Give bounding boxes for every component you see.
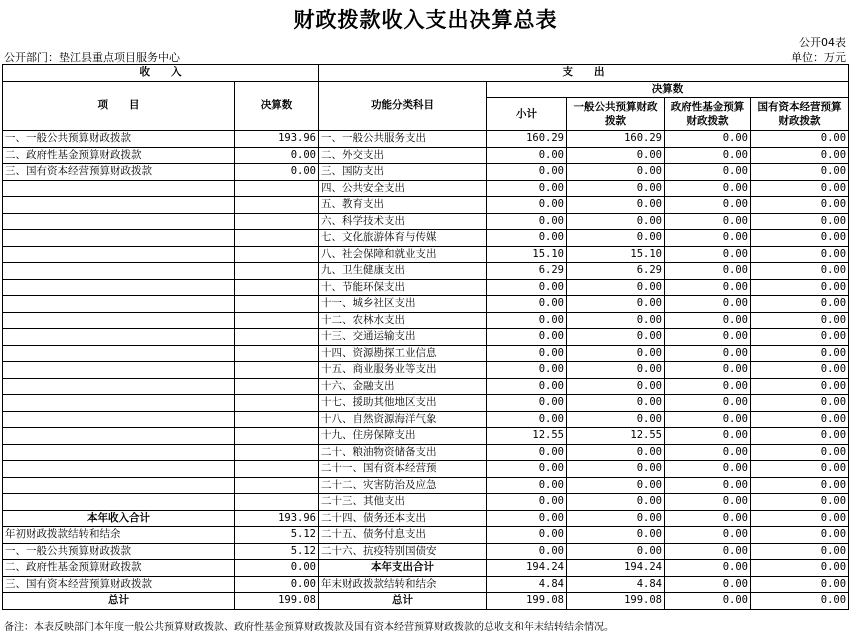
expense-fund: 0.00	[665, 180, 751, 197]
income-amount	[235, 279, 319, 296]
function-item: 十四、资源勘探工业信息	[319, 345, 487, 362]
table-row	[3, 593, 849, 610]
expense-subtotal: 6.29	[487, 263, 567, 280]
expense-subtotal: 199.08	[487, 593, 567, 610]
income-item	[3, 213, 235, 230]
final-header: 决算数	[487, 81, 849, 98]
expense-general: 0.00	[567, 197, 665, 214]
function-item: 二十三、其他支出	[319, 494, 487, 511]
expense-fund: 0.00	[665, 527, 751, 544]
expense-state: 0.00	[751, 263, 849, 280]
income-item: 一、一般公共预算财政拨款	[3, 131, 235, 148]
income-amount	[235, 362, 319, 379]
page-title: 财政拨款收入支出决算总表	[293, 8, 558, 32]
expense-general: 0.00	[567, 461, 665, 478]
table-row	[3, 560, 849, 577]
expense-general: 0.00	[567, 362, 665, 379]
income-amount	[235, 197, 319, 214]
expense-general: 0.00	[567, 180, 665, 197]
expense-state: 0.00	[751, 362, 849, 379]
income-item	[3, 197, 235, 214]
table-row	[3, 494, 849, 511]
function-item: 五、教育支出	[319, 197, 487, 214]
expense-general: 0.00	[567, 279, 665, 296]
expense-general: 0.00	[567, 510, 665, 527]
function-item: 八、社会保障和就业支出	[319, 246, 487, 263]
income-amount	[235, 378, 319, 395]
expense-subtotal: 160.29	[487, 131, 567, 148]
expense-fund: 0.00	[665, 593, 751, 610]
expense-state: 0.00	[751, 180, 849, 197]
income-amount	[235, 411, 319, 428]
expense-state: 0.00	[751, 560, 849, 577]
state-capital-header: 国有资本经营预算财政拨款	[751, 98, 849, 131]
table-row	[3, 312, 849, 329]
table-row	[3, 329, 849, 346]
function-item: 本年支出合计	[319, 560, 487, 577]
expense-general: 0.00	[567, 543, 665, 560]
expense-general: 12.55	[567, 428, 665, 445]
expense-general: 0.00	[567, 378, 665, 395]
expense-state: 0.00	[751, 246, 849, 263]
income-amount	[235, 494, 319, 511]
expense-state: 0.00	[751, 543, 849, 560]
expense-subtotal: 0.00	[487, 329, 567, 346]
income-amount: 5.12	[235, 527, 319, 544]
expense-subtotal: 0.00	[487, 312, 567, 329]
income-item	[3, 411, 235, 428]
general-budget-header: 一般公共预算财政拨款	[567, 98, 665, 131]
table-row	[3, 131, 849, 148]
function-item: 十二、农林水支出	[319, 312, 487, 329]
expense-state: 0.00	[751, 527, 849, 544]
table-row	[3, 378, 849, 395]
expense-fund: 0.00	[665, 576, 751, 593]
income-item	[3, 477, 235, 494]
footnote: 备注：本表反映部门本年度一般公共预算财政拨款、政府性基金预算财政拨款及国有资本经营预算财政拨款的总收支和年末结转结余情况。	[4, 622, 614, 633]
expense-state: 0.00	[751, 147, 849, 164]
expense-fund: 0.00	[665, 411, 751, 428]
expense-state: 0.00	[751, 329, 849, 346]
expense-state: 0.00	[751, 230, 849, 247]
income-amount	[235, 345, 319, 362]
income-amount	[235, 395, 319, 412]
table-row	[3, 444, 849, 461]
expense-fund: 0.00	[665, 329, 751, 346]
expense-general: 0.00	[567, 477, 665, 494]
function-item: 十六、金融支出	[319, 378, 487, 395]
expense-state: 0.00	[751, 411, 849, 428]
expense-fund: 0.00	[665, 230, 751, 247]
income-item: 年初财政拨款结转和结余	[3, 527, 235, 544]
income-amount	[235, 329, 319, 346]
expense-fund: 0.00	[665, 147, 751, 164]
income-amount	[235, 428, 319, 445]
expense-state: 0.00	[751, 576, 849, 593]
func-header: 功能分类科目	[319, 81, 487, 131]
income-item: 三、国有资本经营预算财政拨款	[3, 576, 235, 593]
expense-subtotal: 0.00	[487, 296, 567, 313]
expense-fund: 0.00	[665, 131, 751, 148]
table-row	[3, 164, 849, 181]
function-item: 六、科学技术支出	[319, 213, 487, 230]
income-item	[3, 378, 235, 395]
table-row	[3, 213, 849, 230]
expense-state: 0.00	[751, 312, 849, 329]
income-amount: 0.00	[235, 164, 319, 181]
income-item	[3, 461, 235, 478]
table-row	[3, 510, 849, 527]
expense-general: 0.00	[567, 444, 665, 461]
expense-fund: 0.00	[665, 494, 751, 511]
income-amount	[235, 312, 319, 329]
income-amount	[235, 230, 319, 247]
income-amount: 0.00	[235, 560, 319, 577]
table-row	[3, 395, 849, 412]
income-item: 二、政府性基金预算财政拨款	[3, 147, 235, 164]
expense-general: 15.10	[567, 246, 665, 263]
expense-general: 199.08	[567, 593, 665, 610]
expense-state: 0.00	[751, 444, 849, 461]
income-item	[3, 230, 235, 247]
expense-subtotal: 0.00	[487, 527, 567, 544]
expense-general: 0.00	[567, 395, 665, 412]
expense-state: 0.00	[751, 593, 849, 610]
table-row	[3, 230, 849, 247]
function-item: 二、外交支出	[319, 147, 487, 164]
form-number: 公开04表	[799, 36, 846, 49]
expense-state: 0.00	[751, 279, 849, 296]
income-item: 总计	[3, 593, 235, 610]
expense-state: 0.00	[751, 461, 849, 478]
function-item: 十七、援助其他地区支出	[319, 395, 487, 412]
expense-general: 160.29	[567, 131, 665, 148]
income-amount: 0.00	[235, 576, 319, 593]
expense-subtotal: 12.55	[487, 428, 567, 445]
expense-general: 0.00	[567, 213, 665, 230]
income-amount	[235, 246, 319, 263]
table-row	[3, 428, 849, 445]
table-row	[3, 576, 849, 593]
function-item: 二十、粮油物资储备支出	[319, 444, 487, 461]
income-item	[3, 180, 235, 197]
unit-label: 单位：万元	[791, 51, 846, 64]
expense-state: 0.00	[751, 378, 849, 395]
expense-general: 194.24	[567, 560, 665, 577]
income-item	[3, 296, 235, 313]
function-item: 二十二、灾害防治及应急	[319, 477, 487, 494]
expense-fund: 0.00	[665, 362, 751, 379]
expense-subtotal: 0.00	[487, 180, 567, 197]
table-row	[3, 345, 849, 362]
expense-general: 0.00	[567, 147, 665, 164]
income-amount: 193.96	[235, 131, 319, 148]
expense-fund: 0.00	[665, 444, 751, 461]
expense-subtotal: 0.00	[487, 164, 567, 181]
expense-subtotal: 0.00	[487, 395, 567, 412]
department-label: 公开部门：垫江县重点项目服务中心	[4, 51, 180, 64]
expense-state: 0.00	[751, 213, 849, 230]
expense-fund: 0.00	[665, 197, 751, 214]
income-item	[3, 444, 235, 461]
expense-fund: 0.00	[665, 345, 751, 362]
expense-general: 4.84	[567, 576, 665, 593]
expense-state: 0.00	[751, 477, 849, 494]
expense-subtotal: 0.00	[487, 510, 567, 527]
expense-state: 0.00	[751, 197, 849, 214]
item-header: 项 目	[3, 81, 235, 131]
expense-state: 0.00	[751, 510, 849, 527]
expense-subtotal: 0.00	[487, 147, 567, 164]
function-item: 年末财政拨款结转和结余	[319, 576, 487, 593]
expense-subtotal: 194.24	[487, 560, 567, 577]
income-amount: 193.96	[235, 510, 319, 527]
expense-subtotal: 0.00	[487, 213, 567, 230]
income-item	[3, 312, 235, 329]
expense-state: 0.00	[751, 345, 849, 362]
income-amount	[235, 263, 319, 280]
expense-fund: 0.00	[665, 378, 751, 395]
expense-subtotal: 0.00	[487, 444, 567, 461]
expense-fund: 0.00	[665, 428, 751, 445]
function-item: 十九、住房保障支出	[319, 428, 487, 445]
subtotal-header: 小计	[487, 98, 567, 131]
income-amount	[235, 461, 319, 478]
income-item: 二、政府性基金预算财政拨款	[3, 560, 235, 577]
expense-subtotal: 15.10	[487, 246, 567, 263]
budget-table	[2, 64, 849, 610]
expense-subtotal: 0.00	[487, 461, 567, 478]
income-item	[3, 263, 235, 280]
table-row	[3, 279, 849, 296]
expense-general: 0.00	[567, 527, 665, 544]
expense-general: 0.00	[567, 494, 665, 511]
income-amount	[235, 444, 319, 461]
expense-state: 0.00	[751, 164, 849, 181]
expense-fund: 0.00	[665, 461, 751, 478]
table-row	[3, 263, 849, 280]
function-item: 十、节能环保支出	[319, 279, 487, 296]
expense-fund: 0.00	[665, 543, 751, 560]
expense-fund: 0.00	[665, 279, 751, 296]
table-row	[3, 362, 849, 379]
function-item: 一、一般公共服务支出	[319, 131, 487, 148]
expense-subtotal: 0.00	[487, 378, 567, 395]
expense-fund: 0.00	[665, 296, 751, 313]
expense-fund: 0.00	[665, 560, 751, 577]
table-row	[3, 180, 849, 197]
expense-state: 0.00	[751, 131, 849, 148]
expense-general: 0.00	[567, 345, 665, 362]
table-row	[3, 543, 849, 560]
table-row	[3, 246, 849, 263]
expense-subtotal: 0.00	[487, 477, 567, 494]
income-item	[3, 246, 235, 263]
expense-general: 0.00	[567, 230, 665, 247]
function-item: 十五、商业服务业等支出	[319, 362, 487, 379]
function-item: 九、卫生健康支出	[319, 263, 487, 280]
income-amount	[235, 296, 319, 313]
income-amount: 5.12	[235, 543, 319, 560]
expense-fund: 0.00	[665, 395, 751, 412]
income-item	[3, 395, 235, 412]
income-amount: 199.08	[235, 593, 319, 610]
expense-subtotal: 0.00	[487, 345, 567, 362]
function-item: 十一、城乡社区支出	[319, 296, 487, 313]
function-item: 总计	[319, 593, 487, 610]
expense-subtotal: 0.00	[487, 543, 567, 560]
income-item	[3, 362, 235, 379]
income-amount: 0.00	[235, 147, 319, 164]
table-row	[3, 477, 849, 494]
expense-fund: 0.00	[665, 164, 751, 181]
function-item: 十八、自然资源海洋气象	[319, 411, 487, 428]
table-row	[3, 147, 849, 164]
amount-header: 决算数	[235, 81, 319, 131]
income-header: 收 入	[3, 65, 319, 82]
function-item: 四、公共安全支出	[319, 180, 487, 197]
expense-subtotal: 0.00	[487, 197, 567, 214]
function-item: 二十四、债务还本支出	[319, 510, 487, 527]
table-row	[3, 197, 849, 214]
expense-state: 0.00	[751, 296, 849, 313]
income-item	[3, 428, 235, 445]
income-amount	[235, 477, 319, 494]
function-item: 七、文化旅游体育与传媒	[319, 230, 487, 247]
expense-subtotal: 4.84	[487, 576, 567, 593]
function-item: 二十一、国有资本经营预	[319, 461, 487, 478]
expense-general: 0.00	[567, 411, 665, 428]
expense-subtotal: 0.00	[487, 494, 567, 511]
expense-subtotal: 0.00	[487, 230, 567, 247]
income-item	[3, 329, 235, 346]
expense-state: 0.00	[751, 395, 849, 412]
expense-fund: 0.00	[665, 213, 751, 230]
function-item: 十三、交通运输支出	[319, 329, 487, 346]
income-item: 本年收入合计	[3, 510, 235, 527]
expense-fund: 0.00	[665, 312, 751, 329]
expense-fund: 0.00	[665, 263, 751, 280]
income-item	[3, 279, 235, 296]
expense-fund: 0.00	[665, 477, 751, 494]
function-item: 三、国防支出	[319, 164, 487, 181]
expense-subtotal: 0.00	[487, 411, 567, 428]
expense-general: 0.00	[567, 329, 665, 346]
table-row	[3, 527, 849, 544]
expense-fund: 0.00	[665, 510, 751, 527]
expense-state: 0.00	[751, 428, 849, 445]
expense-general: 0.00	[567, 164, 665, 181]
income-item	[3, 345, 235, 362]
expense-general: 0.00	[567, 296, 665, 313]
income-amount	[235, 213, 319, 230]
income-item: 三、国有资本经营预算财政拨款	[3, 164, 235, 181]
expense-header: 支 出	[319, 65, 849, 82]
income-item	[3, 494, 235, 511]
expense-state: 0.00	[751, 494, 849, 511]
expense-subtotal: 0.00	[487, 279, 567, 296]
expense-general: 0.00	[567, 312, 665, 329]
fund-budget-header: 政府性基金预算财政拨款	[665, 98, 751, 131]
income-item: 一、一般公共预算财政拨款	[3, 543, 235, 560]
expense-fund: 0.00	[665, 246, 751, 263]
table-row	[3, 411, 849, 428]
table-row	[3, 296, 849, 313]
expense-general: 6.29	[567, 263, 665, 280]
table-row	[3, 461, 849, 478]
expense-subtotal: 0.00	[487, 362, 567, 379]
income-amount	[235, 180, 319, 197]
function-item: 二十六、抗疫特别国债安	[319, 543, 487, 560]
function-item: 二十五、债务付息支出	[319, 527, 487, 544]
